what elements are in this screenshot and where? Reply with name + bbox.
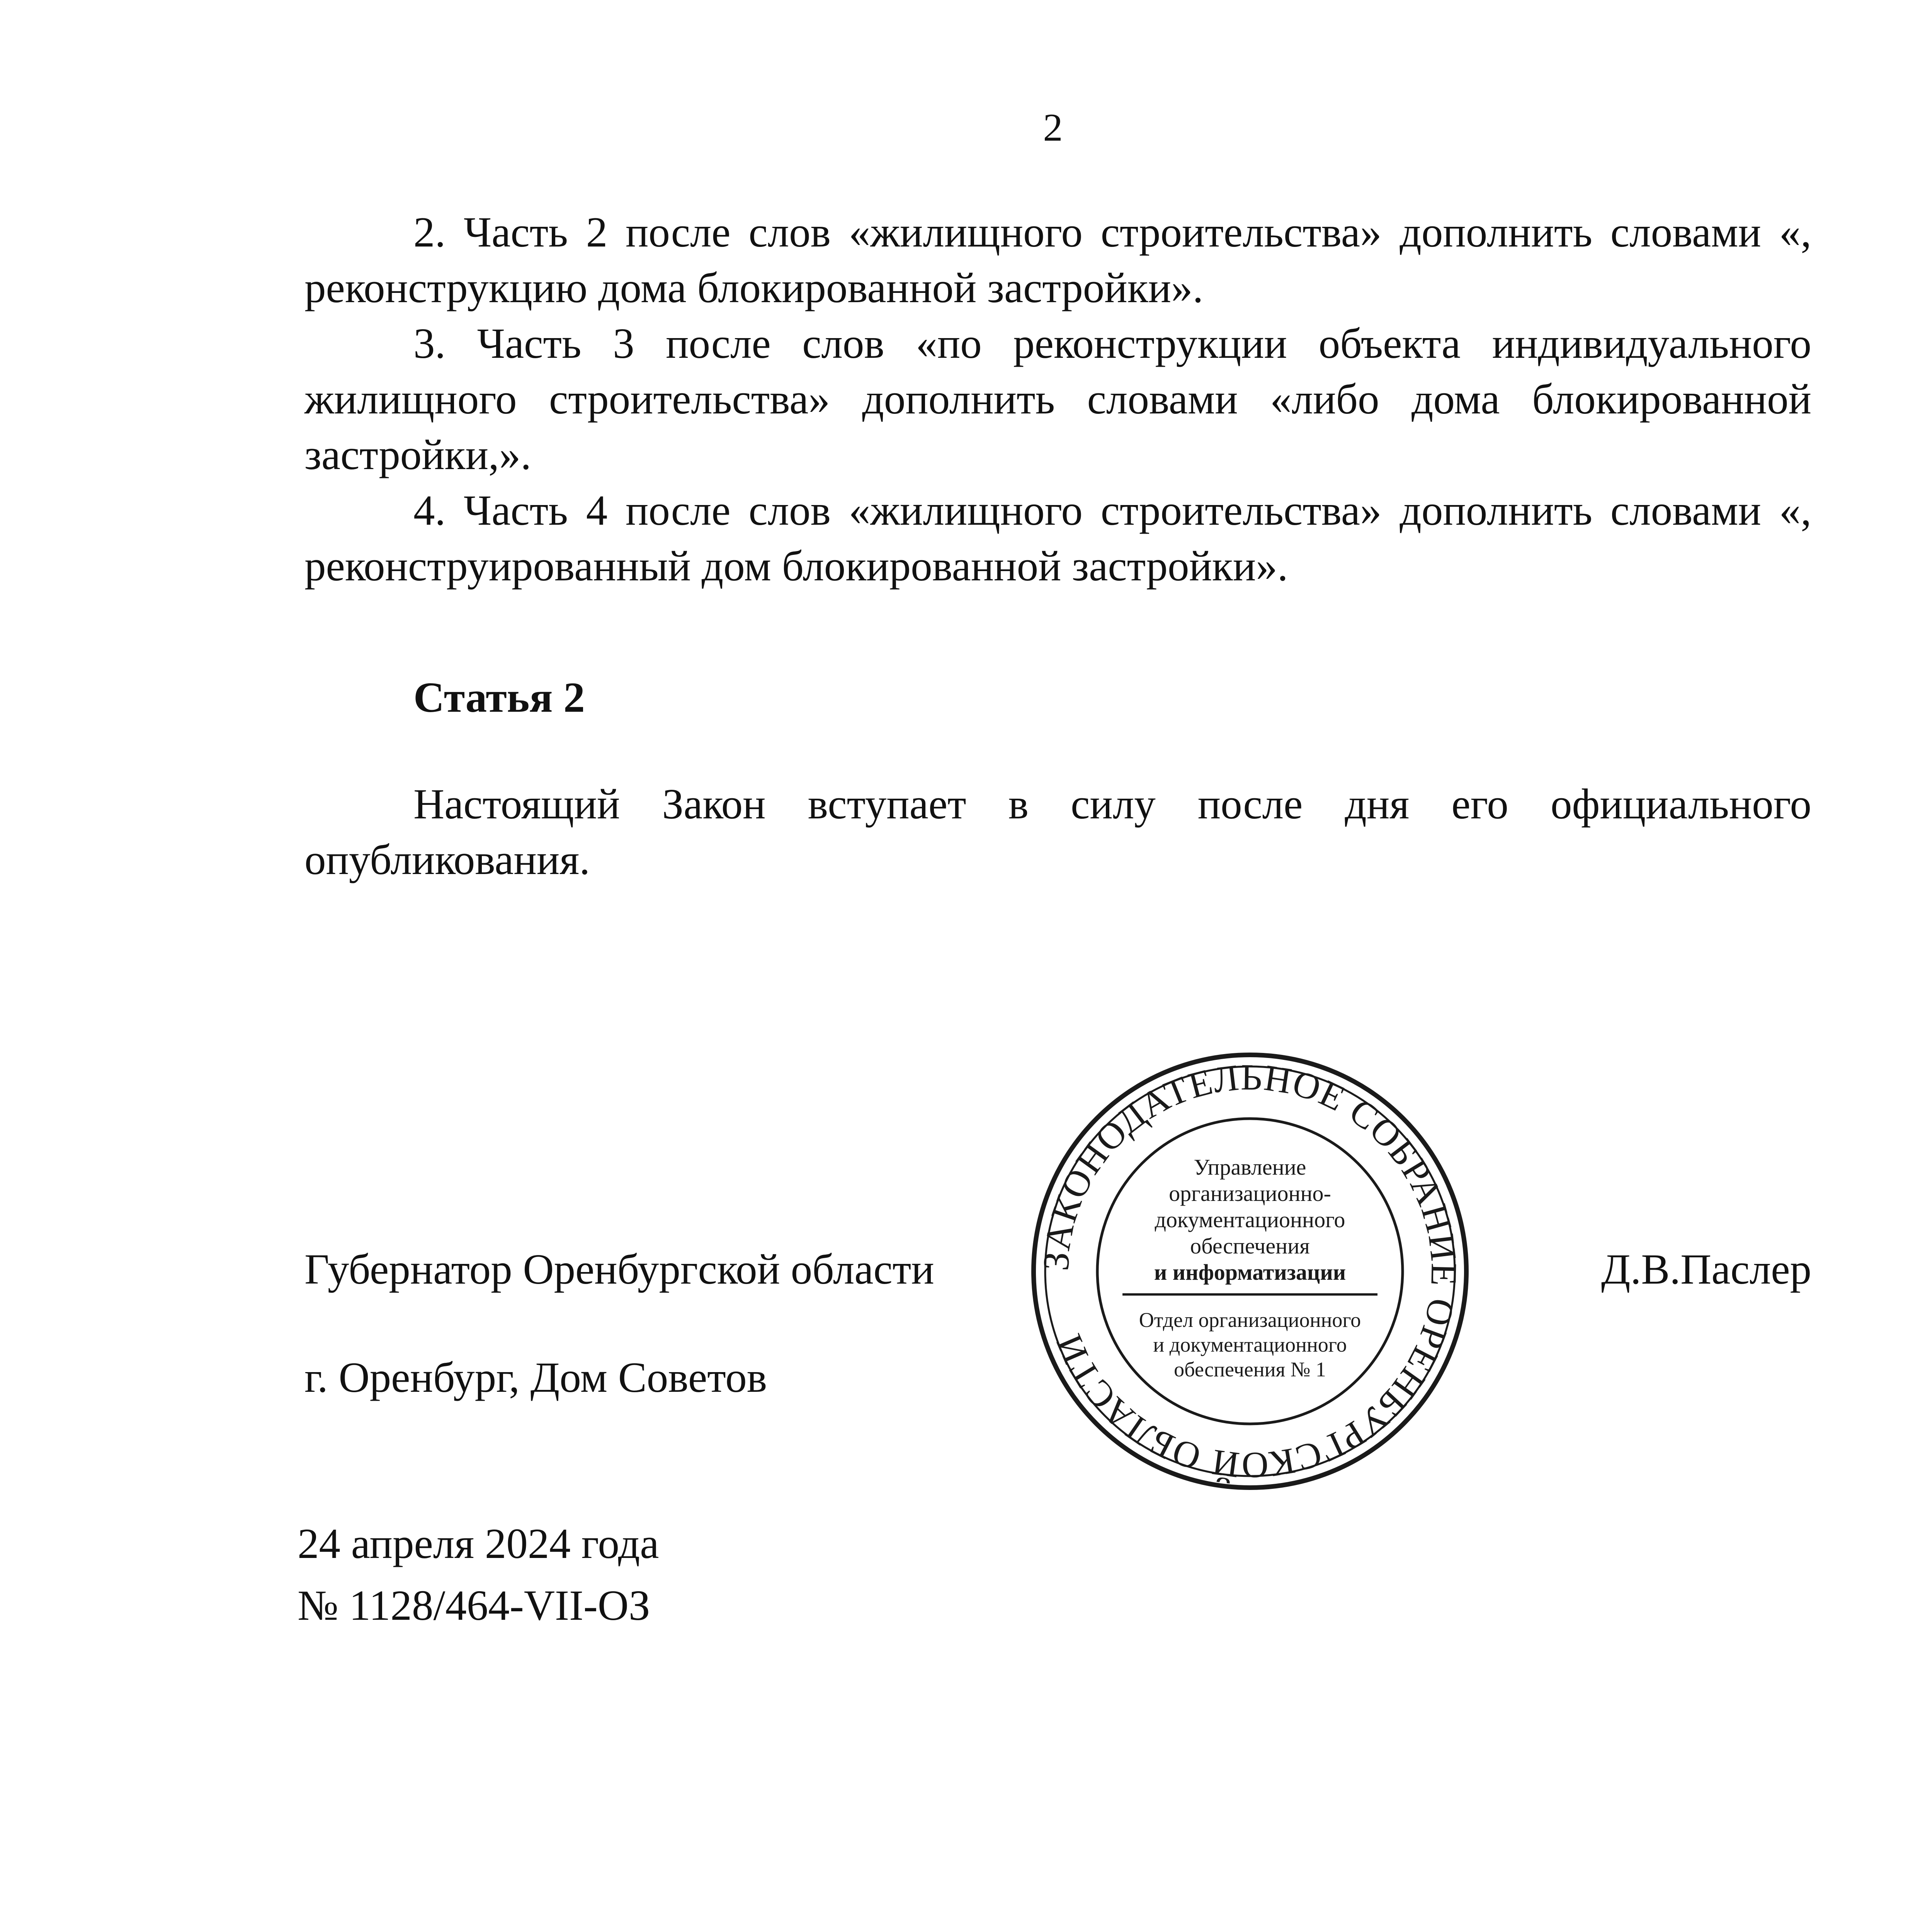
seal-graphic — [1026, 1047, 1474, 1495]
amendment-paragraph: 3. Часть 3 после слов «по реконструкции объекта индивидуального жилищного строительства» дополнить словами «либо дома блокированной застройки,». — [304, 320, 1811, 479]
article-section — [304, 777, 1811, 888]
seal-inner-line: и информатизации — [1154, 1260, 1346, 1285]
signing-place: г. Оренбург, Дом Советов — [304, 1354, 767, 1401]
page-number: 2 — [1043, 106, 1063, 150]
article-heading: Статья 2 — [413, 674, 585, 721]
seal-inner-line: Управление — [1194, 1155, 1306, 1180]
article-paragraph: Настоящий Закон вступает в силу после дня его официального опубликования. — [304, 781, 1811, 884]
seal-department-line: обеспечения № 1 — [1174, 1358, 1326, 1381]
amendment-paragraph: 2. Часть 2 после слов «жилищного строительства» дополнить словами «, реконструкцию дома блокированной застройки». — [304, 209, 1811, 312]
amendments-section — [304, 205, 1811, 594]
signing-date: 24 апреля 2024 года — [298, 1520, 659, 1568]
seal-inner-line: документационного — [1155, 1207, 1345, 1232]
seal-inner-line: организационно- — [1169, 1181, 1331, 1206]
seal-ring-text: ЗАКОНОДАТЕЛЬНОЕ СОБРАНИЕ ОРЕНБУРГСКОЙ ОБЛАСТИ — [1035, 1056, 1465, 1486]
seal-inner-line: обеспечения — [1190, 1233, 1310, 1259]
official-seal — [1026, 1047, 1474, 1495]
law-number: № 1128/464-VII-ОЗ — [298, 1582, 650, 1629]
amendment-paragraph: 4. Часть 4 после слов «жилищного строительства» дополнить словами «, реконструированный дом блокированной застройки». — [304, 487, 1811, 590]
seal-department-line: и документационного — [1153, 1333, 1347, 1356]
seal-department-line: Отдел организационного — [1139, 1308, 1361, 1332]
governor-name: Д.В.Паслер — [1601, 1246, 1811, 1293]
governor-title: Губернатор Оренбургской области — [304, 1246, 934, 1293]
